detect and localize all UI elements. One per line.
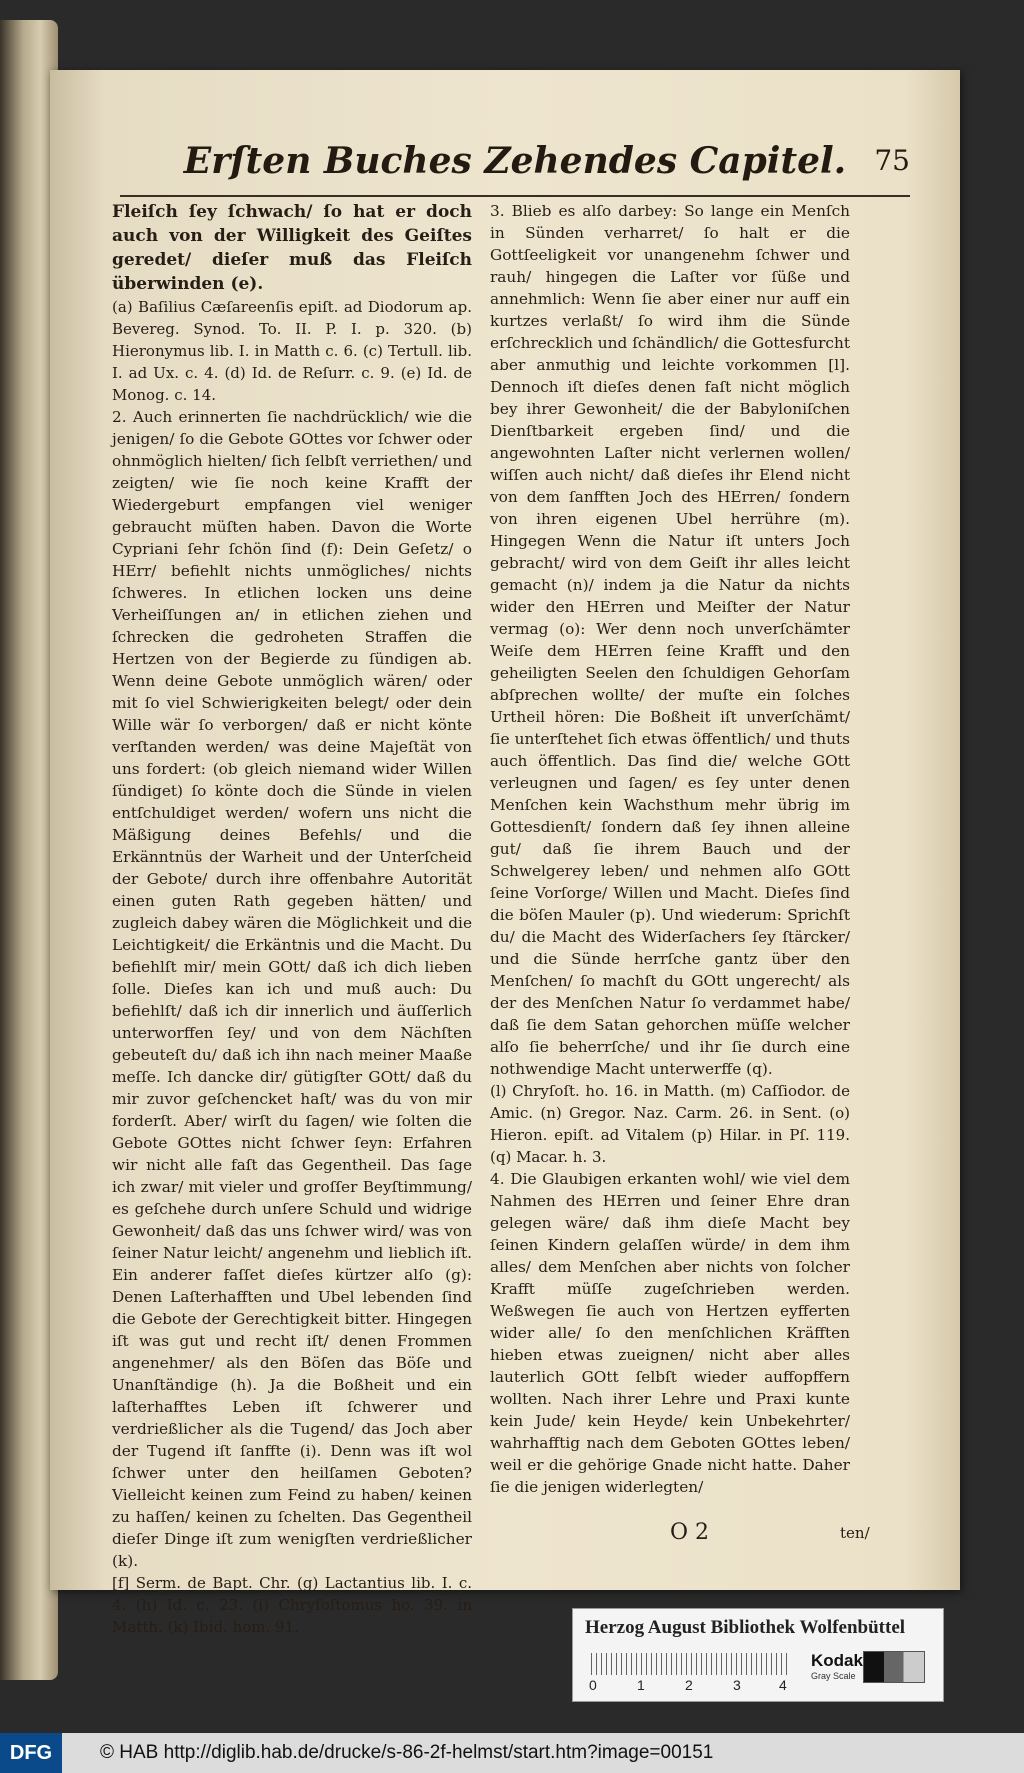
dfg-logo[interactable]: DFG	[0, 1733, 62, 1773]
scale-ticks	[591, 1653, 791, 1675]
paragraph: 2. Auch erinnerten ſie nachdrücklich/ wie die jenigen/ ſo die Gebote GOttes vor ſchwer oder ohnmöglich hielten/ ſich ſelbſt verriethen/ und zeigten/ wie ſie noch keine Krafft der Wiedergeburt empfangen viel weniger gebraucht müſten haben. Davon die Worte Cypriani ſehr ſchön ſind (f): Dein Geſetz/ o HErr/ befiehlt nichts unmögliches/ nichts ſchweres. In etlichen locken uns deine Verheiſſungen an/ in etlichen ziehen und ſchrecken die gedroheten Straffen die Hertzen von der Begierde zu ſündigen ab. Wenn deine Gebote unmöglich wären/ oder mit ſo viel Schwierigkeiten belegt/ oder dein Wille wär ſo verborgen/ daß er nicht könte verſtanden werden/ was deine Majeſtät von uns fordert: (ob gleich niemand wider Willen ſündiget) ſo könte doch die Sünde in vielen entſchuldiget werden/ wofern uns nicht die Mäßigung deines Befehls/ und die Erkänntnüs der Warheit und der Unterſcheid der Gebote/ durch ihre offenbahre Autorität einen guten Rath gegeben hätten/ und zugleich dabey wären die Möglichkeit und die Leichtigkeit/ die Erkäntnis und die Macht. Du befiehlſt mir/ mein GOtt/ daß ich dich lieben ſolle. Dieſes kan ich und muß auch: Du befiehlſt/ daß ich dir innerlich und äuſſerlich unterworffen ſey/ und von dem Nächſten gebeuteſt du/ daß ich ihn nach meiner Maaße meſſe. Ich dancke dir/ gütigſter GOtt/ daß du mir zuvor geſchencket haſt/ was du von mir forderſt. Aber/ wirſt du ſagen/ wie ſolten die Gebote GOttes nicht ſchwer ſeyn: Erfahren wir nicht alle faſt das Gegentheil. Das ſage ich zwar/ mit vieler und groſſer Beyſtimmung/ es geſchehe durch unſere Schuld und widrige Gewonheit/ daß das uns ſchwer wird/ was von ſeiner Natur leicht/ angenehm und lieblich iſt. Ein anderer faſſet dieſes kürtzer alſo (g): Denen Laſterhafften und Ubel lebenden ſind die Gebote der Gerechtigkeit bitter. Hingegen iſt was gut und recht iſt/ denen Frommen angenehmer/ als den Böſen das Böſe und Unanſtändige (h). Ja die Boßheit und ein laſterhafftes Leben iſt ſchwerer und verdrießlicher als die Tugend/ das Joch aber der Tugend iſt ſanffte (i). Denn was iſt wol ſchwer unter den heilſamen Geboten? Vielleicht keinen zum Feind zu haben/ keinen zu haſſen/ keinen zu ſchelten. Das Gegentheil dieſer Dinge iſt zum wenigſten verdrießlicher (k).	[112, 408, 472, 1570]
footnote: (l) Chryſoſt. ho. 16. in Matth. (m) Caſſiodor. de Amic. (n) Gregor. Naz. Carm. 26. in Sent. (o) Hieron. epiſt. ad Vitalem (p) Hilar. in Pſ. 119. (q) Macar. h. 3.	[490, 1082, 850, 1166]
library-name: Herzog August Bibliothek Wolfenbüttel	[585, 1617, 906, 1638]
copyright-link[interactable]: © HAB http://diglib.hab.de/drucke/s-86-2f-helmst/start.htm?image=00151	[100, 1742, 714, 1763]
right-column	[490, 200, 850, 1498]
scale-label: 0	[589, 1677, 597, 1693]
paragraph: 4. Die Glaubigen erkanten wohl/ wie viel dem Nahmen des HErren und ſeiner Ehre dran gelegen wäre/ daß ihm dieſe Macht bey ſeinen Kindern gelaſſen würde/ in dem ihm alles/ dem Menſchen aber nichts von ſolcher Krafft müſſe zugeſchrieben werden. Weßwegen ſie auch von Hertzen eyfferten wider alle/ ſo den menſchlichen Kräfften hieben etwas zueignen/ nicht aber alles lauterlich GOtt ſelbſt wieder auffopffern wollten. Nach ihrer Lehre und Praxi kunte kein Jude/ kein Heyde/ kein Unbekehrter/ wahrhafftig nach dem Geboten GOttes leben/ weil er die gehörige Gnade nicht hatte. Daher ſie die jenigen widerlegten/	[490, 1170, 850, 1496]
page-number: 75	[874, 144, 910, 177]
scale-ruler	[583, 1649, 793, 1697]
scale-label: 1	[637, 1677, 645, 1693]
footer-bar	[0, 1733, 1024, 1773]
left-column	[112, 200, 472, 1638]
library-color-card	[572, 1608, 944, 1702]
footnote: (a) Baſilius Cæſareenſis epiſt. ad Diodorum ap. Bevereg. Synod. To. II. P. I. p. 320. (b) Hieronymus lib. I. in Matth c. 6. (c) Tertull. lib. I. ad Ux. c. 4. (d) Id. de Reſurr. c. 9. (e) Id. de Monog. c. 14.	[112, 298, 472, 404]
page-header	[120, 140, 910, 200]
signature-mark: O 2	[670, 1520, 710, 1545]
gray-scale-swatch	[863, 1651, 925, 1683]
scale-label: 2	[685, 1677, 693, 1693]
header-rule	[120, 195, 910, 197]
kodak-label	[811, 1651, 863, 1681]
scale-label: 3	[733, 1677, 741, 1693]
paragraph: Fleiſch ſey ſchwach/ ſo hat er doch auch von der Willigkeit des Geiſtes geredet/ dieſer muß das Fleiſch überwinden (e).	[112, 202, 472, 294]
footnote: [f] Serm. de Bapt. Chr. (g) Lactantius lib. I. c. 4. (h) Id. c. 23. (i) Chryſoſtomus ho. 39. in Matth. (k) Ibid. hom. 91.	[112, 1574, 472, 1636]
kodak-brand: Kodak	[811, 1651, 863, 1670]
kodak-subtitle: Gray Scale	[811, 1671, 856, 1681]
running-title: Erſten Buches Zehendes Capitel.	[183, 140, 847, 182]
catchword: ten/	[840, 1524, 870, 1542]
scale-label: 4	[779, 1677, 787, 1693]
paragraph: 3. Blieb es alſo darbey: So lange ein Menſch in Sünden verharret/ ſo halt er die Gottſeeligkeit vor unangenehm ſchwer und rauh/ hingegen die Laſter vor ſüße und annehmlich: Wenn ſie aber einer nur auff ein kurtzes verlaßt/ ſo wird ihm die Sünde erſchrecklich und ſchändlich/ die Gottesfurcht aber anmuthig und leichte vorkommen [l]. Dennoch iſt dieſes denen faſt nicht möglich bey ihrer Gewonheit/ die der Babyloniſchen Dienſtbarkeit ergeben ſind/ und die angewohnten Laſter nicht verlernen wollen/ wiſſen auch nicht/ daß dieſes ihr Elend nicht von dem ſanfften Joch des HErren/ ſondern von ihren eigenen Ubel herrühre (m). Hingegen Wenn die Natur iſt unters Joch gebracht/ wird von dem Geiſt ihr alles leicht gemacht (n)/ indem ja die Natur da nichts wider den HErren und Meiſter der Natur vermag (o): Wer denn noch unverſchämter Weiſe dem HErren ſeine Krafft und den geheiligten Seelen den ſchuldigen Gehorſam abſprechen wollte/ der muſte ein ſolches Urtheil hören: Die Boßheit iſt unverſchämt/ ſie unterſtehet ſich etwas öffentlich/ und thuts auch öffentlich. Das ſind die/ welche GOtt verleugnen und ſagen/ es ſey unter denen Menſchen kein Wachsthum mehr übrig im Gottesdienſt/ ſondern daß ſey ihnen alleine gut/ daß ſie ihrem Bauch und der Schwelgerey leben/ und nehmen alſo GOtt ſeine Vorſorge/ Willen und Macht. Dieſes ſind die böſen Mauler (p). Und wiederum: Sprichſt du/ die Macht des Widerſachers ſey ſtärcker/ und die Sünde herrſche gantz über den Menſchen/ ſo machſt du GOtt ungerecht/ als der des Menſchen Natur ſo verdammet habe/ daß ſie dem Satan gehorchen müſſe welcher alſo ſie beherrſche/ und ihr ſie durch eine nothwendige Macht unterwerffe (q).	[490, 202, 850, 1078]
